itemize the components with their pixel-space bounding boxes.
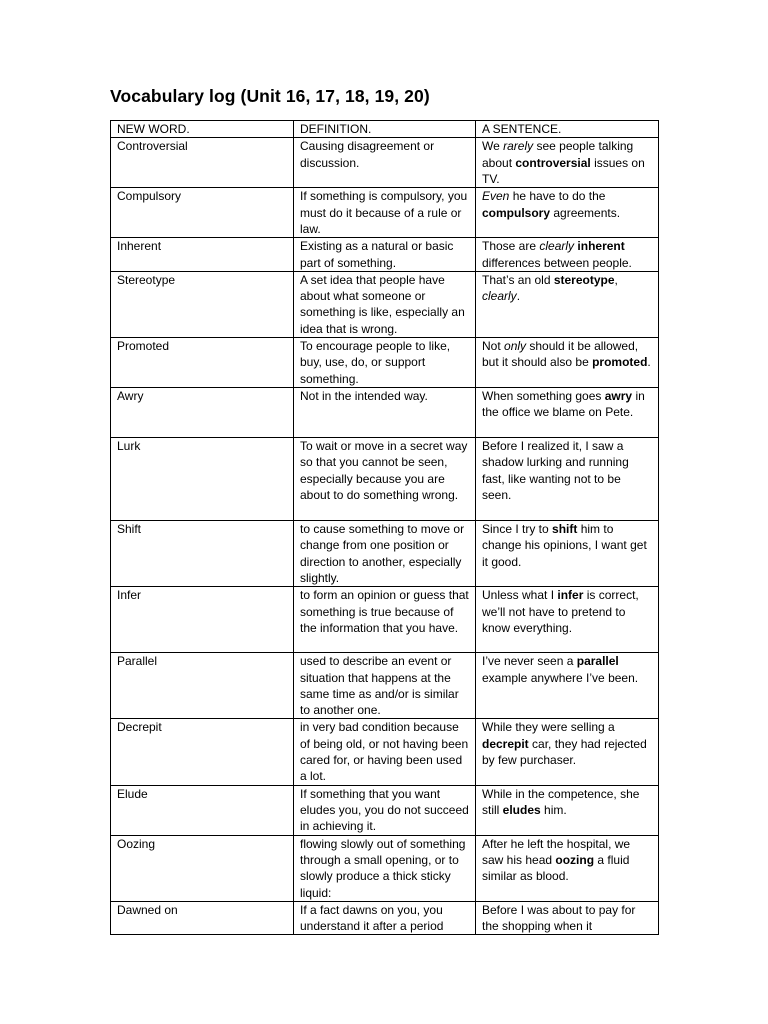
word-cell: Controversial xyxy=(111,138,294,188)
sentence-cell xyxy=(476,719,659,785)
sentence-cell xyxy=(476,901,659,935)
definition-cell: If a fact dawns on you, you understand it after a period xyxy=(294,901,476,935)
sentence-segment: compulsory xyxy=(482,205,551,220)
sentence-segment: Since I try to xyxy=(482,522,553,537)
sentence-cell xyxy=(476,338,659,388)
definition-cell: If something is compulsory, you must do it because of a rule or law. xyxy=(294,188,476,238)
table-header-row xyxy=(111,121,659,138)
sentence-segment: should it be allowed, but it should also be xyxy=(482,339,639,370)
sentence-segment: Before I was about to pay for the shopping when it xyxy=(482,902,636,934)
sentence-segment: While they were selling a xyxy=(482,720,615,735)
definition-cell: To wait or move in a secret way so that you cannot be seen, especially because you are about to do something wrong. xyxy=(294,438,476,521)
sentence-segment: Not xyxy=(482,339,505,354)
sentence-segment: Unless what I xyxy=(482,588,558,603)
vocabulary-table xyxy=(110,120,659,935)
sentence-segment: him to change his opinions, I want get it good. xyxy=(482,522,647,569)
word-cell: Lurk xyxy=(111,438,294,521)
definition-cell: in very bad condition because of being old, or not having been cared for, or having been used a lot. xyxy=(294,719,476,785)
word-cell: Inherent xyxy=(111,238,294,272)
sentence-segment: infer xyxy=(557,588,584,603)
sentence-segment: . xyxy=(647,355,651,370)
sentence-segment: clearly xyxy=(539,239,575,254)
word-cell: Promoted xyxy=(111,338,294,388)
sentence-segment: he have to do the xyxy=(509,189,606,204)
table-row xyxy=(111,438,659,521)
definition-cell: Existing as a natural or basic part of something. xyxy=(294,238,476,272)
definition-cell: If something that you want eludes you, you do not succeed in achieving it. xyxy=(294,785,476,835)
sentence-segment: car, they had rejected by few purchaser. xyxy=(482,736,647,768)
sentence-segment: clearly xyxy=(482,289,517,304)
sentence-segment: only xyxy=(504,339,527,354)
table-row xyxy=(111,238,659,272)
sentence-segment: example anywhere I’ve been. xyxy=(482,670,639,685)
sentence-segment: stereotype xyxy=(553,272,615,287)
word-cell: Decrepit xyxy=(111,719,294,785)
word-cell: Stereotype xyxy=(111,271,294,337)
sentence-segment: We xyxy=(482,139,504,154)
sentence-segment: After he left the hospital, we saw his head xyxy=(482,836,631,867)
word-cell: Dawned on xyxy=(111,901,294,935)
sentence-segment: rarely xyxy=(503,139,534,154)
header-new-word: NEW WORD. xyxy=(111,121,294,138)
definition-cell: to form an opinion or guess that something is true because of the information that you have. xyxy=(294,587,476,653)
sentence-segment: see people talking about xyxy=(482,139,634,170)
table-row xyxy=(111,138,659,188)
sentence-segment: decrepit xyxy=(482,736,529,751)
sentence-segment: inherent xyxy=(577,239,625,254)
word-cell: Infer xyxy=(111,587,294,653)
definition-cell: flowing slowly out of something through a small opening, or to slowly produce a thick sticky liquid: xyxy=(294,835,476,901)
header-sentence: A SENTENCE. xyxy=(476,121,659,138)
sentence-segment: That’s an old xyxy=(482,272,554,287)
sentence-segment: I’ve never seen a xyxy=(482,654,577,669)
word-cell: Compulsory xyxy=(111,188,294,238)
table-row xyxy=(111,835,659,901)
table-row xyxy=(111,785,659,835)
sentence-segment: agreements. xyxy=(550,205,621,220)
sentence-segment: Those are xyxy=(482,239,540,254)
word-cell: Elude xyxy=(111,785,294,835)
table-row xyxy=(111,901,659,935)
word-cell: Awry xyxy=(111,388,294,438)
word-cell: Oozing xyxy=(111,835,294,901)
sentence-segment: While in the competence, she still xyxy=(482,786,640,817)
sentence-segment: . xyxy=(516,289,521,304)
definition-cell: Not in the intended way. xyxy=(294,388,476,438)
sentence-segment: shift xyxy=(552,522,578,537)
page-title: Vocabulary log (Unit 16, 17, 18, 19, 20) xyxy=(110,86,430,106)
sentence-cell xyxy=(476,521,659,587)
table-row xyxy=(111,521,659,587)
table-row xyxy=(111,188,659,238)
table-row xyxy=(111,388,659,438)
table-row xyxy=(111,653,659,719)
sentence-segment: eludes xyxy=(502,802,541,817)
sentence-cell xyxy=(476,587,659,653)
table-row xyxy=(111,587,659,653)
sentence-cell xyxy=(476,271,659,337)
sentence-cell xyxy=(476,835,659,901)
sentence-segment: , xyxy=(614,272,618,287)
definition-cell: A set idea that people have about what someone or something is like, especially an idea that is wrong. xyxy=(294,271,476,337)
sentence-segment: Even xyxy=(482,189,510,204)
sentence-cell xyxy=(476,785,659,835)
definition-cell: Causing disagreement or discussion. xyxy=(294,138,476,188)
sentence-segment: parallel xyxy=(576,654,619,669)
definition-cell: to cause something to move or change from one position or direction to another, especially slightly. xyxy=(294,521,476,587)
definition-cell: To encourage people to like, buy, use, do, or support something. xyxy=(294,338,476,388)
table-row xyxy=(111,271,659,337)
sentence-segment: differences between people. xyxy=(482,255,632,270)
table-row xyxy=(111,719,659,785)
table-body xyxy=(111,138,659,935)
header-definition: DEFINITION. xyxy=(294,121,476,138)
sentence-segment: oozing xyxy=(555,852,595,867)
sentence-cell xyxy=(476,238,659,272)
word-cell: Shift xyxy=(111,521,294,587)
sentence-cell xyxy=(476,388,659,438)
sentence-segment: a fluid similar as blood. xyxy=(482,852,630,884)
sentence-segment: When something goes xyxy=(482,389,605,404)
sentence-segment: controversial xyxy=(515,155,591,170)
word-cell: Parallel xyxy=(111,653,294,719)
sentence-cell xyxy=(476,138,659,188)
definition-cell: used to describe an event or situation that happens at the same time as and/or is similar to another one. xyxy=(294,653,476,719)
table-row xyxy=(111,338,659,388)
sentence-segment: issues on TV. xyxy=(482,155,645,186)
sentence-segment: promoted xyxy=(592,355,648,370)
sentence-cell xyxy=(476,653,659,719)
sentence-segment: awry xyxy=(604,389,633,404)
sentence-cell xyxy=(476,188,659,238)
sentence-segment: in the office we blame on Pete. xyxy=(482,389,645,420)
sentence-cell xyxy=(476,438,659,521)
sentence-segment: Before I realized it, I saw a shadow lurking and running fast, like wanting not to be seen. xyxy=(482,439,629,502)
sentence-segment: is correct, we’ll not have to pretend to know everything. xyxy=(482,588,639,635)
sentence-segment: him. xyxy=(540,802,567,817)
